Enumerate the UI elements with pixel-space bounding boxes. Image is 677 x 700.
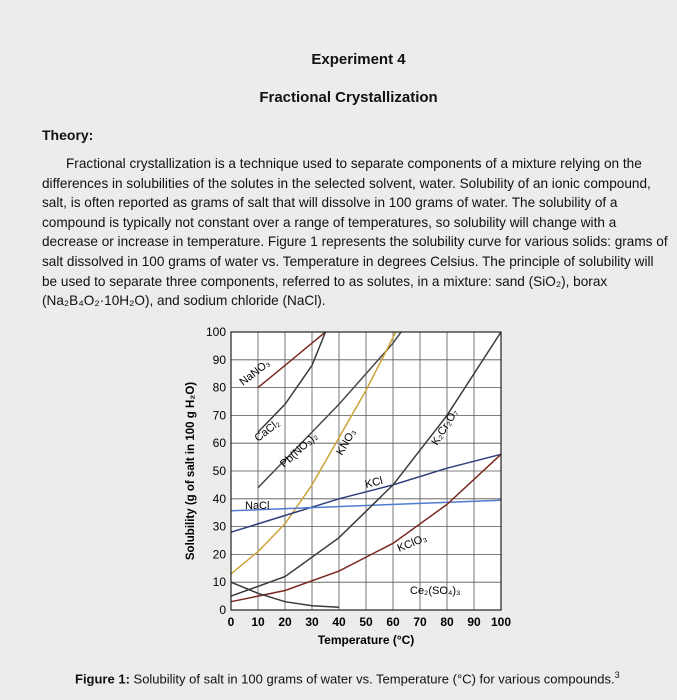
label-k2cr2o7: K₂Cr₂O₇ (429, 407, 461, 448)
label-nacl: NaCl (245, 500, 270, 512)
y-tick-labels (206, 325, 226, 617)
x-tick-label: 90 (467, 615, 481, 629)
x-tick-label: 100 (490, 615, 512, 629)
x-tick-label: 10 (251, 615, 265, 629)
experiment-title: Experiment 4 (311, 51, 406, 68)
x-tick-label: 20 (278, 615, 292, 629)
label-nano3: NaNO₃ (237, 357, 273, 389)
x-tick-label: 40 (332, 615, 346, 629)
caption-text: Solubility of salt in 100 grams of water vs. Temperature (°C) for various compounds. (129, 671, 615, 687)
y-tick-label: 60 (212, 436, 226, 451)
y-tick-label: 90 (212, 352, 226, 367)
y-tick-label: 0 (219, 603, 226, 617)
y-tick-label: 70 (212, 408, 226, 423)
y-tick-label: 20 (212, 547, 226, 562)
x-axis-label: Temperature (°C) (317, 633, 415, 647)
theory-heading: Theory: (42, 127, 94, 143)
label-cacl2: CaCl₂ (252, 417, 283, 445)
x-tick-labels (228, 615, 512, 629)
y-axis-label: Solubility (g of salt in 100 g H₂O) (185, 381, 197, 561)
y-tick-label: 80 (212, 380, 226, 395)
caption-label: Figure 1: (75, 671, 130, 687)
y-tick-label: 100 (205, 325, 226, 339)
y-tick-label: 50 (212, 464, 226, 478)
caption-reference: 3 (614, 670, 620, 680)
figure-caption (75, 670, 675, 686)
label-kclo3: KClO₃ (395, 532, 429, 555)
x-tick-label: 60 (386, 615, 400, 629)
label-pbno3: Pb(NO₃)₂ (277, 430, 321, 471)
theory-paragraph: Fractional crystallization is a technique used to separate components of a mixture relying on the differences in solubilities of the solutes in the selected solvent, water. Solubility of an ionic compound, salt, is often reported as grams of salt that will dissolve in 100 grams of water. The solubility of a compound is typically not constant over a range of temperatures, so solubility will change with a decrease or increase in temperature. Figure 1 represents the solubility curve for various solids: grams of salt dissolved in 100 grams of water vs. Temperature in degrees Celsius. The principle of solubility will be used to separate three components, referred to as solutes, in a mixture: sand (SiO₂), borax (Na₂B₄O₂·10H₂O), and sodium chloride (NaCl). (42, 156, 668, 309)
solubility-chart (170, 322, 530, 652)
label-kcl: KCl (363, 474, 384, 491)
label-ce2so4: Ce₂(SO₄)₃ (410, 585, 461, 597)
x-tick-label: 30 (305, 615, 319, 629)
y-tick-label: 10 (212, 575, 226, 590)
x-tick-label: 0 (227, 615, 235, 629)
x-tick-label: 70 (413, 615, 427, 629)
label-kno3: KNO₃ (334, 426, 359, 458)
experiment-subtitle: Fractional Crystallization (259, 89, 438, 106)
y-tick-label: 40 (212, 491, 226, 506)
y-tick-label: 30 (212, 519, 226, 534)
x-tick-label: 80 (440, 615, 454, 629)
x-tick-label: 50 (359, 615, 373, 629)
